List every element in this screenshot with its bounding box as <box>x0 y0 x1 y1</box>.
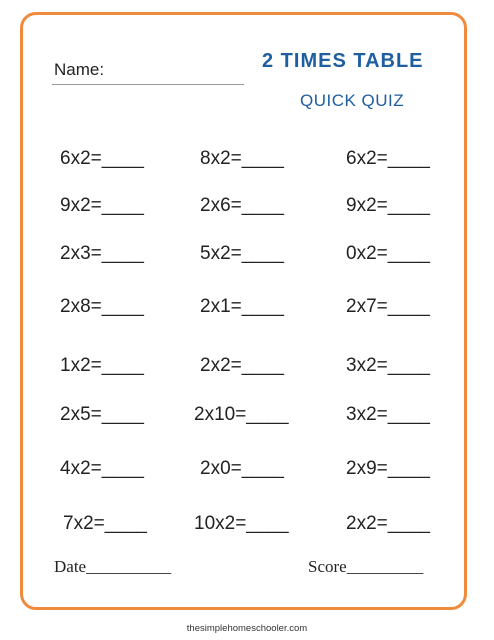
problem: 2x1=____ <box>200 296 284 317</box>
problem: 2x0=____ <box>200 458 284 479</box>
problem: 2x10=____ <box>194 404 289 425</box>
score-field: Score_________ <box>308 557 424 576</box>
problem: 0x2=____ <box>346 243 430 264</box>
problem: 10x2=____ <box>194 513 289 534</box>
problem: 8x2=____ <box>200 148 284 169</box>
name-label: Name: <box>54 60 105 79</box>
problem: 2x2=____ <box>200 355 284 376</box>
problem: 6x2=____ <box>346 148 430 169</box>
problem: 2x6=____ <box>200 195 284 216</box>
problem: 3x2=____ <box>346 404 430 425</box>
problem: 2x2=____ <box>346 513 430 534</box>
problem: 3x2=____ <box>346 355 430 376</box>
problem: 1x2=____ <box>60 355 144 376</box>
date-field: Date__________ <box>54 557 172 576</box>
problem: 2x7=____ <box>346 296 430 317</box>
problem: 7x2=____ <box>63 513 147 534</box>
name-line <box>52 84 244 85</box>
problem: 6x2=____ <box>60 148 144 169</box>
problem: 2x3=____ <box>60 243 144 264</box>
problem: 4x2=____ <box>60 458 144 479</box>
problem: 2x8=____ <box>60 296 144 317</box>
worksheet-title: 2 TIMES TABLE <box>262 50 424 72</box>
worksheet-subtitle: QUICK QUIZ <box>300 91 405 110</box>
problem: 9x2=____ <box>60 195 144 216</box>
problem: 2x5=____ <box>60 404 144 425</box>
problem: 5x2=____ <box>200 243 284 264</box>
problem: 9x2=____ <box>346 195 430 216</box>
problem: 2x9=____ <box>346 458 430 479</box>
website-credit: thesimplehomeschooler.com <box>186 623 308 634</box>
